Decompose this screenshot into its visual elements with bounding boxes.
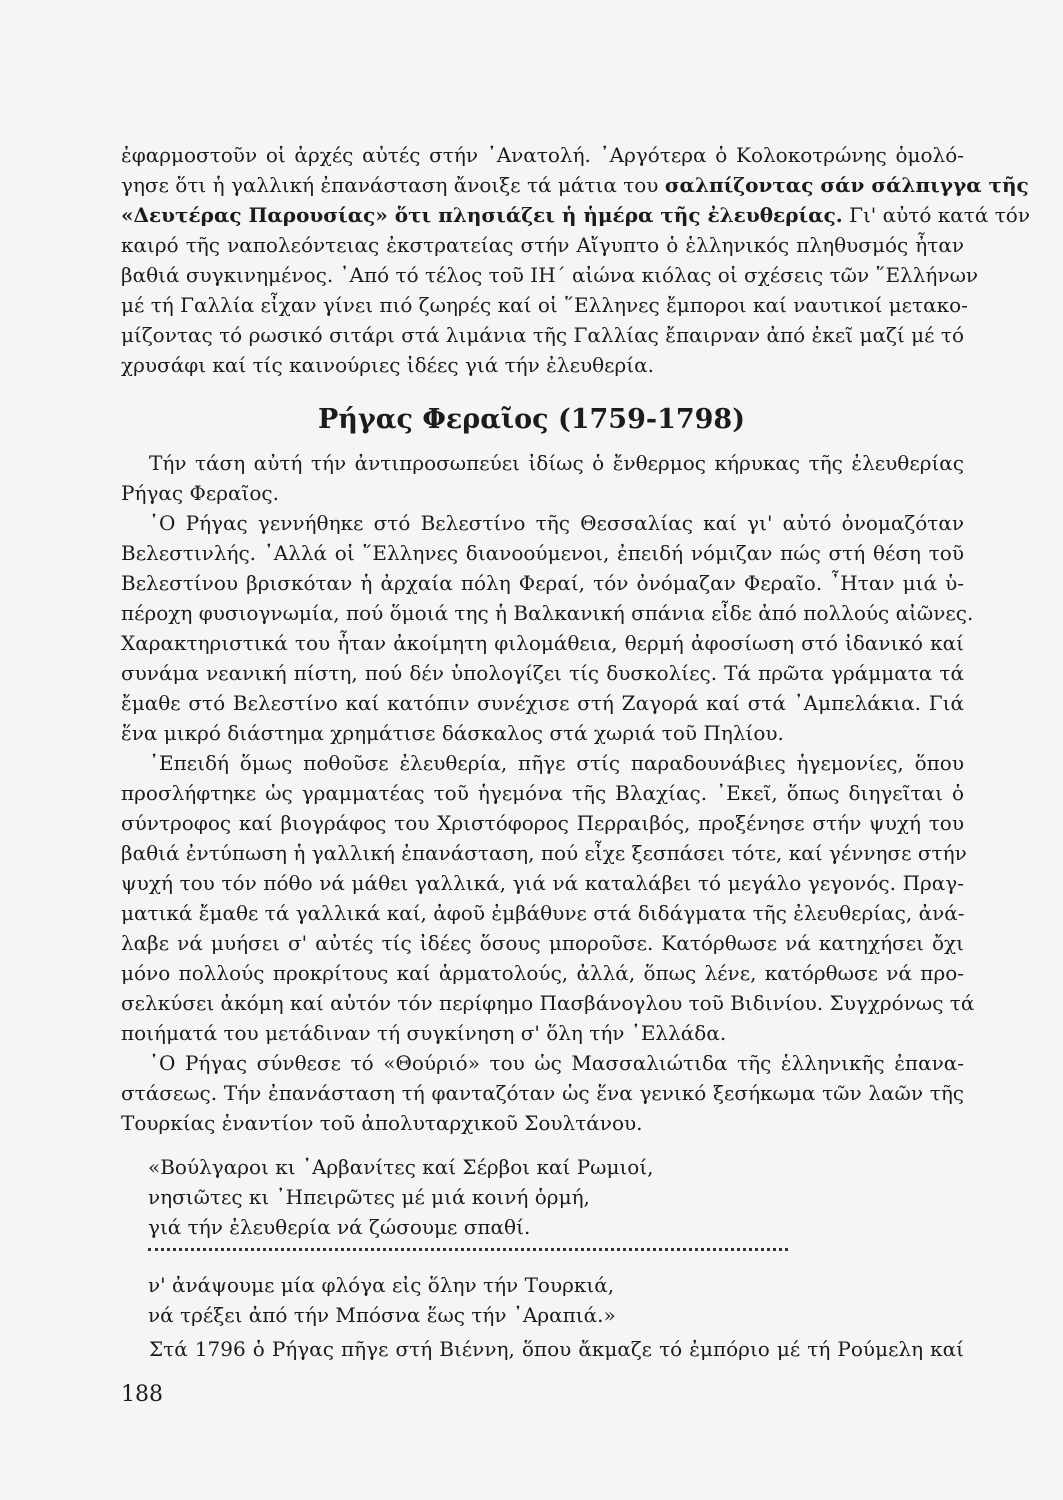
- poem-line: νησιῶτες κι ᾿Ηπειρῶτες μέ μιά κοινή ὁρμή,: [148, 1185, 590, 1209]
- text-line: Βελεστίνου βρισκόταν ἡ ἀρχαία πόλη Φεραί, τόν ὀνόμαζαν Φεραῖο. ῏Ηταν μιά ὑ-: [121, 571, 964, 595]
- poem-line: ν' ἀνάψουμε μία φλόγα εἰς ὅλην τήν Τουρκιά,: [148, 1273, 615, 1297]
- text-line: συνάμα νεανική πίστη, πού δέν ὑπολογίζει τίς δυσκολίες. Τά πρῶτα γράμματα τά: [121, 661, 964, 685]
- ellipsis-separator: [148, 1244, 788, 1251]
- body-text: [121, 448, 975, 1138]
- text-line: Χαρακτηριστικά του ἦταν ἀκοίμητη φιλομάθεια, θερμή ἀφοσίωση στό ἰδανικό καί: [121, 631, 964, 655]
- text-line: βαθιά ἐντύπωση ἡ γαλλική ἐπανάσταση, πού εἶχε ξεσπάσει τότε, καί γέννησε στήν: [121, 841, 967, 865]
- text-line: προσλήφτηκε ὡς γραμματέας τοῦ ἡγεμόνα τῆς Βλαχίας. ᾿Εκεῖ, ὅπως διηγεῖται ὁ: [121, 781, 964, 805]
- bold-phrase: «Δευτέρας Παρουσίας» ὅτι πλησιάζει ἡ ἡμέρα τῆς ἐλευθερίας.: [121, 203, 843, 227]
- intro-paragraph: [121, 140, 1030, 380]
- poem-line: «Βούλγαροι κι ᾿Αρβανίτες καί Σέρβοι καί Ρωμιοί,: [148, 1155, 654, 1179]
- text-line: ἔμαθε στό Βελεστίνο καί κατόπιν συνέχισε στή Ζαγορά καί στά ᾿Αμπελάκια. Γιά: [121, 691, 964, 715]
- section-heading: Ρήγας Φεραῖος (1759-1798): [317, 404, 745, 435]
- text-line: μίζοντας τό ρωσικό σιτάρι στά λιμάνια τῆς Γαλλίας ἔπαιρναν ἀπό ἐκεῖ μαζί μέ τό: [121, 323, 964, 347]
- text-line: ῾Ο Ρήγας σύνθεσε τό «Θούριό» του ὡς Μασσαλιώτιδα τῆς ἑλληνικῆς ἐπανα-: [149, 1051, 964, 1075]
- text-line: μέ τή Γαλλία εἶχαν γίνει πιό ζωηρές καί οἱ ῞Ελληνες ἔμποροι καί ναυτικοί μετακο-: [121, 293, 968, 317]
- text-line: Τήν τάση αὐτή τήν ἀντιπροσωπεύει ἰδίως ὁ ἔνθερμος κήρυκας τῆς ἐλευθερίας: [149, 451, 964, 475]
- text-line: «Δευτέρας Παρουσίας» ὅτι πλησιάζει ἡ ἡμέρα τῆς ἐλευθερίας. Γι' αὐτό κατά τόν: [121, 203, 1030, 227]
- closing-paragraph: [121, 1334, 964, 1364]
- text-line: ᾿Επειδή ὅμως ποθοῦσε ἐλευθερία, πῆγε στίς παραδουνάβιες ἡγεμονίες, ὅπου: [149, 751, 964, 775]
- poem-stanza-2: [148, 1270, 616, 1330]
- text-line: ψυχή του τόν πόθο νά μάθει γαλλικά, γιά νά καταλάβει τό μεγάλο γεγονός. Πραγ-: [121, 871, 964, 895]
- text-line: ἐφαρμοστοῦν οἱ ἀρχές αὐτές στήν ᾿Ανατολή. ᾿Αργότερα ὁ Κολοκοτρώνης ὁμολό-: [121, 143, 964, 167]
- text-line: ματικά ἔμαθε τά γαλλικά καί, ἀφοῦ ἐμβάθυνε στά διδάγματα τῆς ἐλευθερίας, ἀνά-: [121, 901, 965, 925]
- text-line: ποιήματά του μετάδιναν τή συγκίνηση σ' ὅλη τήν ῾Ελλάδα.: [121, 1021, 727, 1045]
- text-line: στάσεως. Τήν ἐπανάσταση τή φανταζόταν ὡς ἕνα γενικό ξεσήκωμα τῶν λαῶν τῆς: [121, 1081, 964, 1105]
- text-line: γησε ὅτι ἡ γαλλική ἐπανάσταση ἄνοιξε τά μάτια του σαλπίζοντας σάν σάλπιγγα τῆς: [121, 173, 1029, 197]
- text-line: Ρήγας Φεραῖος.: [121, 481, 279, 505]
- bold-phrase: σαλπίζοντας σάν σάλπιγγα τῆς: [664, 173, 1029, 197]
- text-line: σύντροφος καί βιογράφος του Χριστόφορος Περραιβός, προξένησε στήν ψυχή του: [121, 811, 964, 835]
- text-line: Βελεστινλής. ᾿Αλλά οἱ ῞Ελληνες διανοούμενοι, ἐπειδή νόμιζαν πώς στή θέση τοῦ: [121, 541, 964, 565]
- poem-line: γιά τήν ἐλευθερία νά ζώσουμε σπαθί.: [148, 1215, 531, 1239]
- page-number: 188: [121, 1382, 163, 1407]
- text-line: μόνο πολλούς προκρίτους καί ἁρματολούς, ἀλλά, ὅπως λένε, κατόρθωσε νά προ-: [121, 961, 964, 985]
- text-line: σελκύσει ἀκόμη καί αὐτόν τόν περίφημο Πασβάνογλου τοῦ Βιδινίου. Συγχρόνως τά: [121, 991, 975, 1015]
- text-line: καιρό τῆς ναπολεόντειας ἐκστρατείας στήν Αἴγυπτο ὁ ἑλληνικός πληθυσμός ἦταν: [121, 233, 964, 257]
- text-line: πέροχη φυσιογνωμία, πού ὅμοιά της ἡ Βαλκανική σπάνια εἶδε ἀπό πολλούς αἰῶνες.: [121, 601, 974, 625]
- poem-stanza-1: [148, 1152, 654, 1242]
- text-line: βαθιά συγκινημένος. ᾿Από τό τέλος τοῦ ΙΗ΄ αἰώνα κιόλας οἱ σχέσεις τῶν ῞Ελλήνων: [121, 263, 979, 287]
- text-line: λαβε νά μυήσει σ' αὐτές τίς ἰδέες ὅσους μποροῦσε. Κατόρθωσε νά κατηχήσει ὄχι: [121, 931, 964, 955]
- text-line: ἕνα μικρό διάστημα χρημάτισε δάσκαλος στά χωριά τοῦ Πηλίου.: [121, 721, 784, 745]
- text-line: χρυσάφι καί τίς καινούριες ἰδέες γιά τήν ἐλευθερία.: [121, 353, 654, 377]
- text-line: Στά 1796 ὁ Ρήγας πῆγε στή Βιέννη, ὅπου ἄκμαζε τό ἐμπόριο μέ τή Ρούμελη καί: [149, 1337, 964, 1361]
- poem-line: νά τρέξει ἀπό τήν Μπόσνα ἕως τήν ᾿Αραπιά.»: [148, 1303, 616, 1327]
- text-line: ῾Ο Ρήγας γεννήθηκε στό Βελεστίνο τῆς Θεσσαλίας καί γι' αὐτό ὀνομαζόταν: [149, 511, 964, 535]
- text-line: Τουρκίας ἐναντίον τοῦ ἀπολυταρχικοῦ Σουλτάνου.: [121, 1111, 643, 1135]
